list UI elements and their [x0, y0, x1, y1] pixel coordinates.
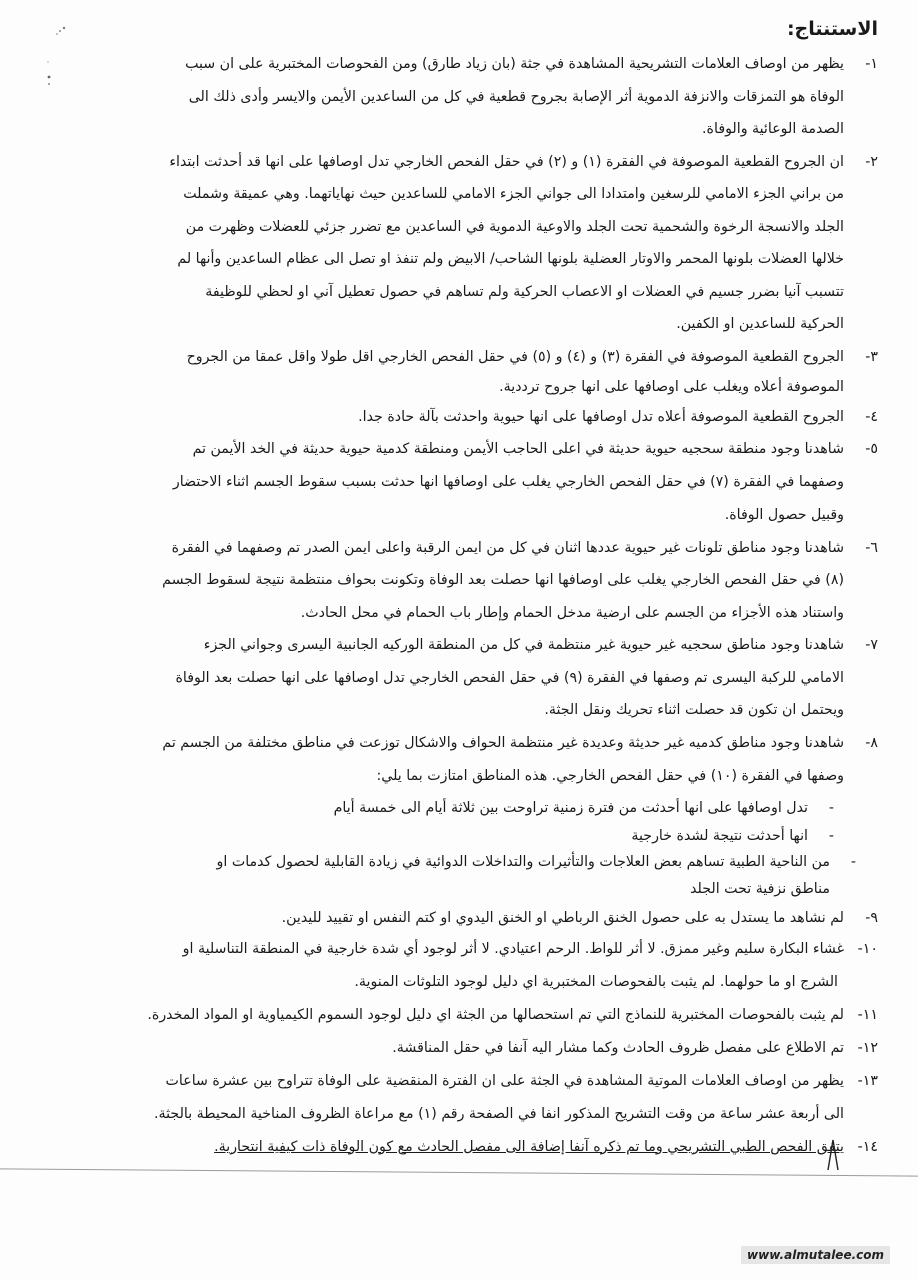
- item-line: الجروح القطعية الموصوفة في الفقرة (٣) و (٤) و (٥) في حقل الفحص الخارجي اقل طولا واقل عمقا من الجروح: [186, 348, 844, 365]
- item-line: وصفها في الفقرة (١٠) في حقل الفحص الخارجي. هذه المناطق امتازت بما يلي:: [376, 767, 844, 784]
- item-line: (٨) في حقل الفحص الخارجي يغلب على اوصافها انها حصلت بعد الوفاة وتكونت بحواف منتظمة نتيجة لسقوط الجسم: [162, 572, 844, 588]
- page-fold-line: [0, 1168, 918, 1176]
- item-line: يظهر من اوصاف العلامات التشريحية المشاهدة في جثة (بان زياد طارق) ومن الفحوصات المختبرية على ان سبب: [185, 56, 844, 72]
- conclusion-item-2: [98, 146, 878, 341]
- bullet-dash: -: [850, 853, 856, 870]
- item-line: لم يثبت بالفحوصات المختبرية للنماذج التي تم استحصالها من الجثة اي دليل لوجود السموم الكيمياوية او المواد المخدرة.: [147, 1006, 844, 1023]
- item-line: من براني الجزء الامامي للرسغين وامتدادا الى جواني الجزء الامامي للساعدين حيث نهاياتهما. وهي عميقة وشملت: [183, 186, 844, 202]
- bullet-line: من الناحية الطبية تساهم بعض العلاجات والتأثيرات والتداخلات الدوائية في زيادة القابلية لحصول كدمات او: [216, 853, 830, 870]
- item-line: شاهدنا وجود مناطق سحجيه غير حيوية غير منتظمة في كل من المنطقة الوركيه الجانبية اليسرى وجواني الجزء: [203, 637, 844, 653]
- item-number: ١٠-: [857, 940, 878, 957]
- conclusion-item-12: [98, 1032, 878, 1065]
- bullet-item: [98, 849, 900, 903]
- item-line: الى أربعة عشر ساعة من وقت التشريح المذكور انفا في الصفحة رقم (١) مع مراعاة الظروف المناخية المحيطة بالجثة.: [154, 1105, 844, 1122]
- item-number: ٨-: [865, 734, 878, 751]
- conclusion-item-4: [98, 401, 878, 433]
- item-line: ويحتمل ان تكون قد حصلت اثناء تحريك ونقل الجثة.: [544, 702, 844, 718]
- watermark: www.almutalee.com: [741, 1246, 890, 1264]
- item-number: ٢-: [865, 153, 878, 170]
- conclusion-item-5: [98, 433, 878, 532]
- item-line: الجلد والانسجة الرخوة والشحمية تحت الجلد والاوعية الدموية في الساعدين مع تضرر جزئي للعضلات وظهرت من: [185, 218, 844, 235]
- bullet-line: مناطق نزفية تحت الجلد: [690, 880, 830, 897]
- item-number: ٣-: [865, 348, 878, 365]
- conclusion-item-11: [98, 999, 878, 1032]
- item-line: الحركية للساعدين او الكفين.: [676, 316, 844, 332]
- item-line: الجروح القطعية الموصوفة أعلاه تدل اوصافها على انها حيوية واحدثت بآلة حادة جدا.: [358, 408, 844, 425]
- item-line: شاهدنا وجود منطقة سحجيه حيوية حديثة في اعلى الحاجب الأيمن ومنطقة كدمية حيوية حديثة في الخد الأيمن تم: [192, 440, 844, 457]
- item-line: واستناد هذه الأجزاء من الجسم على ارضية مدخل الحمام وإطار باب الحمام في محل الحادث.: [300, 604, 844, 621]
- bullet-item: [98, 823, 878, 849]
- conclusion-item-8: [98, 727, 878, 793]
- item-number: ٧-: [865, 637, 878, 653]
- conclusion-item-3: [98, 341, 878, 401]
- item-line: تم الاطلاع على مفصل ظروف الحادث وكما مشار اليه آنفا في حقل المناقشة.: [392, 1039, 844, 1056]
- item-line: لم نشاهد ما يستدل به على حصول الخنق الرباطي او الخنق اليدوي او كتم النفس او تقييد لليدين.: [281, 909, 844, 926]
- item-line: الامامي للركبة اليسرى تم وصفها في الفقرة (٩) في حقل الفحص الخارجي تدل اوصافها على انها حصلت بعد الوفاة: [175, 669, 844, 686]
- item-number: ٦-: [865, 539, 878, 556]
- item-line: وقبيل حصول الوفاة.: [724, 506, 844, 523]
- item-line: غشاء البكارة سليم وغير ممزق. لا أثر للواط. الرحم اعتيادي. لا أثر لوجود أي شدة خارجية في المنطقة التناسلية او: [182, 940, 844, 957]
- conclusion-item-9: [98, 903, 878, 933]
- section-title: الاستنتاج:: [786, 18, 878, 40]
- bullet-item: [98, 793, 878, 823]
- conclusion-item-10: [98, 933, 878, 999]
- item-line: ان الجروح القطعية الموصوفة في الفقرة (١) و (٢) في حقل الفحص الخارجي تدل اوصافها على انها قد أحدثت ابتداء: [169, 153, 844, 170]
- conclusion-section: [98, 14, 878, 1163]
- bullet-dash: -: [828, 799, 834, 816]
- item-line: شاهدنا وجود مناطق كدميه غير حديثة وعديدة غير منتظمة الحواف والاشكال توزعت في مناطق مختلفة من الجسم تم: [162, 734, 844, 751]
- item-number: ١١-: [857, 1006, 878, 1023]
- item-line: الشرج او ما حولهما. لم يثبت بالفحوصات المختبرية اي دليل لوجود التلوثات المنوية.: [354, 973, 838, 990]
- item-number: ٤-: [865, 408, 878, 425]
- item-line: الصدمة الوعائية والوفاة.: [702, 121, 844, 137]
- item-number: ١-: [865, 56, 878, 72]
- item-number: ١٤-: [857, 1138, 878, 1155]
- item-line: وصفهما في الفقرة (٧) في حقل الفحص الخارجي يغلب على اوصافها انها حدثت بسبب سقوط الجسم اثناء الاحتضار: [172, 473, 844, 490]
- bullet-line: انها أحدثت نتيجة لشدة خارجية: [631, 827, 808, 844]
- conclusion-item-14: [98, 1131, 878, 1163]
- conclusion-item-6: [98, 532, 878, 630]
- conclusion-item-13: [98, 1065, 878, 1131]
- bullet-dash: -: [828, 827, 834, 844]
- item-number: ١٣-: [857, 1072, 878, 1089]
- handwritten-check-mark: [826, 1138, 840, 1172]
- item-number: ١٢-: [857, 1039, 878, 1056]
- conclusion-item-7: [98, 629, 878, 727]
- item-line: يظهر من اوصاف العلامات الموتية المشاهدة في الجثة على ان الفترة المنقضية على الوفاة تتراوح بين عشرة ساعات: [165, 1072, 844, 1089]
- item-number: ٩-: [865, 909, 878, 926]
- item-number: ٥-: [865, 440, 878, 457]
- scan-specks: [38, 22, 78, 92]
- item-line: يتفق الفحص الطبي التشريحي وما تم ذكره آنفا إضافة الى مفصل الحادث مع كون الوفاة ذات كيفية انتحارية.: [214, 1138, 844, 1155]
- item-line: تتسبب آنيا بضرر جسيم في العضلات او الاعصاب الحركية ولم تساهم في حصول تعطيل آني او لحظي للوظيفة: [205, 283, 844, 300]
- conclusion-item-1: [98, 48, 878, 146]
- item-line: خلالها العضلات بلونها المحمر والاوتار العضلية بلونها الشاحب/ الابيض ولم تنفذ او تصل الى عظام الساعدين وأنها لم: [177, 251, 844, 267]
- bullet-line: تدل اوصافها على انها أحدثت من فترة زمنية تراوحت بين ثلاثة أيام الى خمسة أيام: [333, 799, 808, 816]
- item-line: شاهدنا وجود مناطق تلونات غير حيوية عددها اثنان في كل من ايمن الرقبة واعلى ايمن الصدر تم وصفهما في الفقرة: [171, 539, 844, 556]
- item-line: الوفاة هو التمزقات والانزفة الدموية أثر الإصابة بجروح قطعية في كل من الساعدين الأيمن والايسر وأدى ذلك الى: [188, 88, 844, 105]
- item-line: الموصوفة أعلاه ويغلب على اوصافها على انها جروح ترددية.: [499, 378, 844, 395]
